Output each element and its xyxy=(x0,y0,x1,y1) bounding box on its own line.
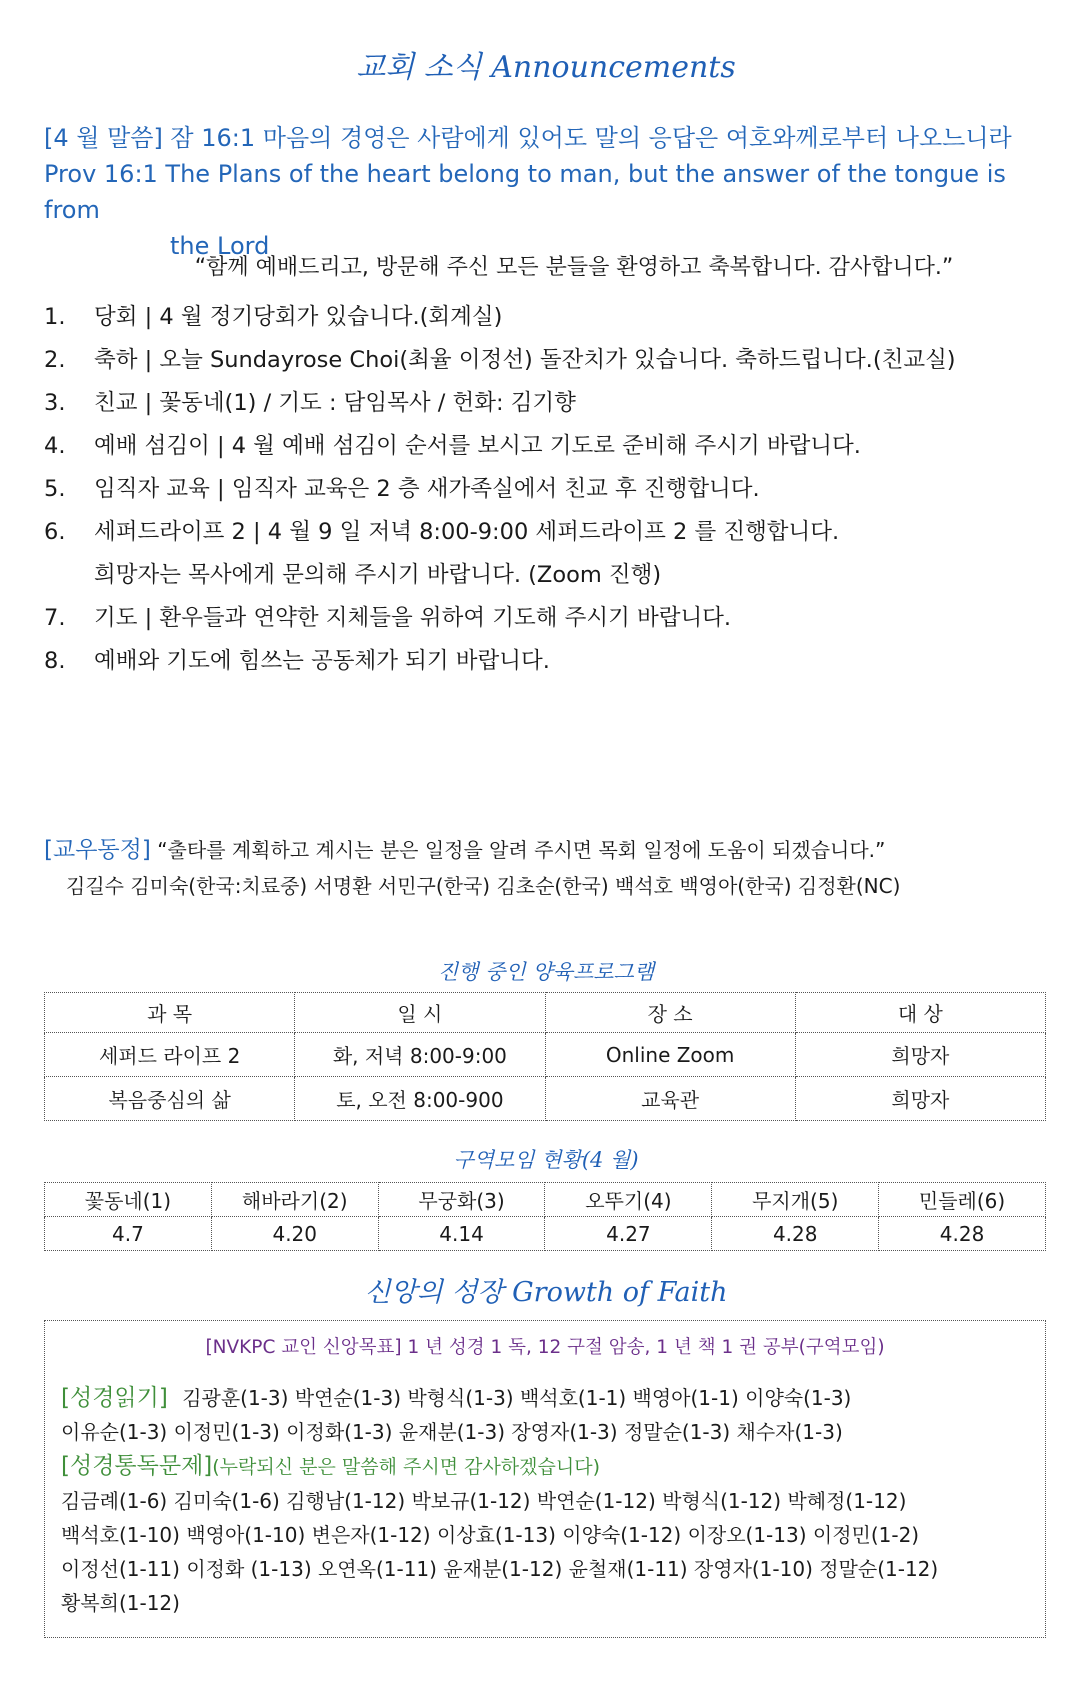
announcement-item xyxy=(44,511,1064,554)
table-cell: 교육관 xyxy=(545,1077,795,1121)
quiz-names-1: 김금례(1-6) 김미숙(1-6) 김행남(1-12) 박보규(1-12) 박연순(1-12) 박형식(1-12) 박혜정(1-12) xyxy=(61,1489,907,1513)
item-number: 1. xyxy=(44,304,66,330)
programs-table xyxy=(44,992,1046,1121)
announcement-item xyxy=(44,640,1064,683)
district-name: 해바라기(2) xyxy=(211,1183,378,1217)
announcement-item xyxy=(44,425,1064,468)
announcement-item xyxy=(44,296,1064,339)
item-number: 4. xyxy=(44,433,66,459)
districts-table xyxy=(44,1182,1046,1251)
table-row xyxy=(45,1077,1046,1121)
item-text: 희망자는 목사에게 문의해 주시기 바랍니다. (Zoom 진행) xyxy=(94,562,662,588)
table-row xyxy=(45,1033,1046,1077)
reading-tag: [성경읽기] xyxy=(61,1385,168,1411)
district-name: 무지개(5) xyxy=(712,1183,879,1217)
announcement-item xyxy=(44,554,1064,597)
district-date: 4.28 xyxy=(879,1217,1046,1251)
quiz-names-3: 이정선(1-11) 이정화 (1-13) 오연옥(1-11) 윤재분(1-12) 윤철재(1-11) 장영자(1-10) 정말순(1-12) xyxy=(61,1557,939,1581)
district-name: 꽃동네(1) xyxy=(45,1183,212,1217)
item-text: 축하 | 오늘 Sundayrose Choi(최율 이정선) 돌잔치가 있습니다. 축하드립니다.(친교실) xyxy=(94,347,956,373)
announcement-item xyxy=(44,382,1064,425)
item-text: 기도 | 환우들과 연약한 지체들을 위하여 기도해 주시기 바랍니다. xyxy=(94,605,732,631)
welcome-message: “함께 예배드리고, 방문해 주신 모든 분들을 환영하고 축복합니다. 감사합니다.” xyxy=(194,255,954,280)
district-date: 4.20 xyxy=(211,1217,378,1251)
reading-line1 xyxy=(61,1381,1029,1415)
district-name: 민들레(6) xyxy=(879,1183,1046,1217)
announcement-item xyxy=(44,468,1064,511)
table-cell: 세퍼드 라이프 2 xyxy=(45,1033,295,1077)
quiz-tag: [성경통독문제] xyxy=(61,1453,213,1479)
header-cell: 일 시 xyxy=(295,993,545,1033)
table-header-row xyxy=(45,1183,1046,1217)
item-number: 5. xyxy=(44,476,66,502)
table-row xyxy=(45,1217,1046,1251)
table-cell: 토, 오전 8:00-900 xyxy=(295,1077,545,1121)
header-cell: 과 목 xyxy=(45,993,295,1033)
item-number: 6. xyxy=(44,519,66,545)
item-number: 3. xyxy=(44,390,66,416)
table-cell: 희망자 xyxy=(795,1077,1045,1121)
header-cell: 장 소 xyxy=(545,993,795,1033)
table-cell: 화, 저녁 8:00-9:00 xyxy=(295,1033,545,1077)
item-text: 예배와 기도에 힘쓰는 공동체가 되기 바랍니다. xyxy=(94,648,550,674)
reading-names-1: 김광훈(1-3) 박연순(1-3) 박형식(1-3) 백석호(1-1) 백영아(1-1) 이양숙(1-3) xyxy=(182,1386,852,1410)
item-text: 예배 섬김이 | 4 월 예배 섬김이 순서를 보시고 기도로 준비해 주시기 바랍니다. xyxy=(94,433,861,459)
growth-title: 신앙의 성장 Growth of Faith xyxy=(364,1277,728,1308)
quiz-header xyxy=(61,1449,1029,1484)
district-date: 4.7 xyxy=(45,1217,212,1251)
reading-names-2: 이유순(1-3) 이정민(1-3) 이정화(1-3) 윤재분(1-3) 장영자(1-3) 정말순(1-3) 채수자(1-3) xyxy=(61,1420,843,1444)
table-cell: Online Zoom xyxy=(545,1033,795,1077)
growth-box xyxy=(44,1320,1046,1638)
verse-english-line2: the Lord xyxy=(170,232,270,260)
item-text: 친교 | 꽃동네(1) / 기도 : 담임목사 / 헌화: 김기향 xyxy=(94,390,576,416)
programs-title: 진행 중인 양육프로그램 xyxy=(437,960,655,984)
table-header-row xyxy=(45,993,1046,1033)
district-date: 4.28 xyxy=(712,1217,879,1251)
faith-goal: [NVKPC 교인 신앙목표] 1 년 성경 1 독, 12 구절 암송, 1 년 책 1 권 공부(구역모임) xyxy=(205,1337,885,1358)
table-cell: 희망자 xyxy=(795,1033,1045,1077)
alumni-names: 김길수 김미숙(한국:치료중) 서명환 서민구(한국) 김초순(한국) 백석호 백영아(한국) 김정환(NC) xyxy=(66,874,901,898)
verse-english-line1: Prov 16:1 The Plans of the heart belong to man, but the answer of the tongue is from xyxy=(44,160,1006,224)
alumni-message: “출타를 계획하고 계시는 분은 일정을 알려 주시면 목회 일정에 도움이 되겠습니다.” xyxy=(157,838,886,862)
district-name: 오뚜기(4) xyxy=(545,1183,712,1217)
quiz-names-4: 황복희(1-12) xyxy=(61,1591,180,1615)
announcement-item xyxy=(44,339,1064,382)
item-text: 임직자 교육 | 임직자 교육은 2 층 새가족실에서 친교 후 진행합니다. xyxy=(94,476,760,502)
item-number: 8. xyxy=(44,648,66,674)
page-title: 교회 소식 Announcements xyxy=(356,50,736,85)
table-cell: 복음중심의 삶 xyxy=(45,1077,295,1121)
header-cell: 대 상 xyxy=(795,993,1045,1033)
verse-korean: [4 월 말씀] 잠 16:1 마음의 경영은 사람에게 있어도 말의 응답은 여호와께로부터 나오느니라 xyxy=(44,124,1012,152)
quiz-note: (누락되신 분은 말씀해 주시면 감사하겠습니다) xyxy=(212,1456,600,1478)
alumni-news xyxy=(44,832,1064,904)
alumni-header xyxy=(44,832,1064,868)
item-number: 7. xyxy=(44,605,66,631)
item-text: 세퍼드라이프 2 | 4 월 9 일 저녁 8:00-9:00 세퍼드라이프 2 를 진행합니다. xyxy=(94,519,840,545)
districts-title: 구역모임 현황(4 월) xyxy=(453,1148,639,1172)
announcement-list xyxy=(44,296,1064,683)
item-number: 2. xyxy=(44,347,66,373)
item-text: 당회 | 4 월 정기당회가 있습니다.(회계실) xyxy=(94,304,503,330)
announcement-item xyxy=(44,597,1064,640)
item-number xyxy=(44,554,94,597)
district-date: 4.14 xyxy=(378,1217,545,1251)
quiz-names-2: 백석호(1-10) 백영아(1-10) 변은자(1-12) 이상효(1-13) 이양숙(1-12) 이장오(1-13) 이정민(1-2) xyxy=(61,1523,920,1547)
district-name: 무궁화(3) xyxy=(378,1183,545,1217)
district-date: 4.27 xyxy=(545,1217,712,1251)
alumni-tag: [교우동정] xyxy=(44,837,151,863)
monthly-verse xyxy=(44,120,1064,264)
